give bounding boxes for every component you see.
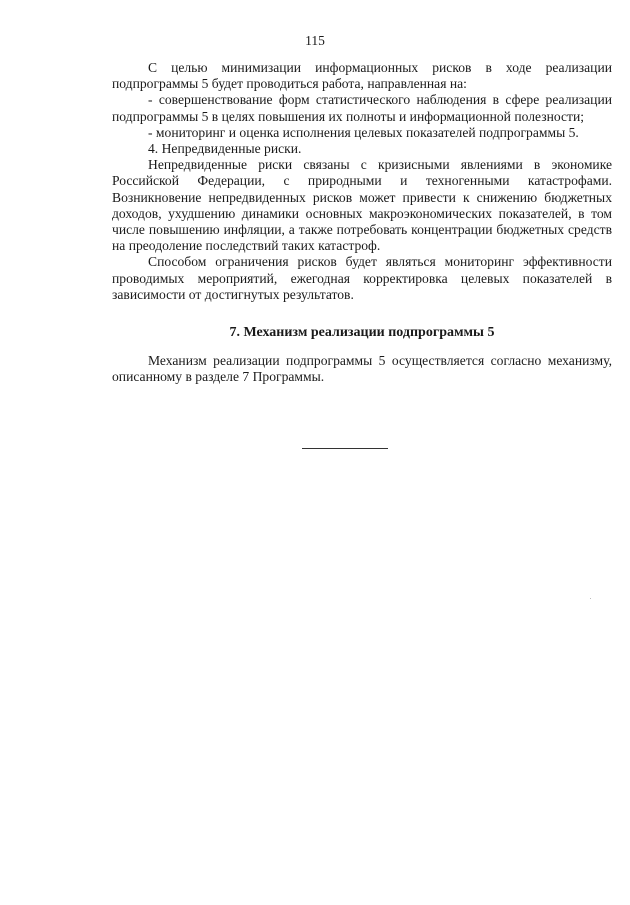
list-item-statistics: - совершенствование форм статистического наблюдения в сфере реализации подпрограммы 5 в целях повышения их полноты и информационной полезности; [112,92,612,124]
section-title: 7. Механизм реализации подпрограммы 5 [229,325,495,341]
paragraph-mechanism: Механизм реализации подпрограммы 5 осуществляется согласно механизму, описанному в разделе 7 Программы. [112,353,612,385]
paragraph-unforeseen-risks: Непредвиденные риски связаны с кризисными явлениями в экономике Российской Федерации, с природными и техногенными катастрофами. Возникновение непредвиденных рисков может привести к снижению бюджетных доходов, ухудшению динамики основных макроэкономических показателей, в том числе повышению инфляции, а также потребовать концентрации бюджетных средств на преодоление последствий таких катастроф. [112,157,612,254]
paragraph-risk-intro: С целью минимизации информационных рисков в ходе реализации подпрограммы 5 будет проводиться работа, направленная на: [112,60,612,92]
paragraph-unforeseen-heading: 4. Непредвиденные риски. [148,141,302,157]
document-body [112,60,612,386]
end-divider [302,448,388,449]
scan-speck [590,598,591,599]
paragraph-risk-limitation: Способом ограничения рисков будет являться мониторинг эффективности проводимых мероприятий, ежегодная корректировка целевых показателей в зависимости от достигнутых результатов. [112,254,612,302]
list-item-monitoring: - мониторинг и оценка исполнения целевых показателей подпрограммы 5. [148,124,579,140]
page-number: 115 [305,33,325,48]
